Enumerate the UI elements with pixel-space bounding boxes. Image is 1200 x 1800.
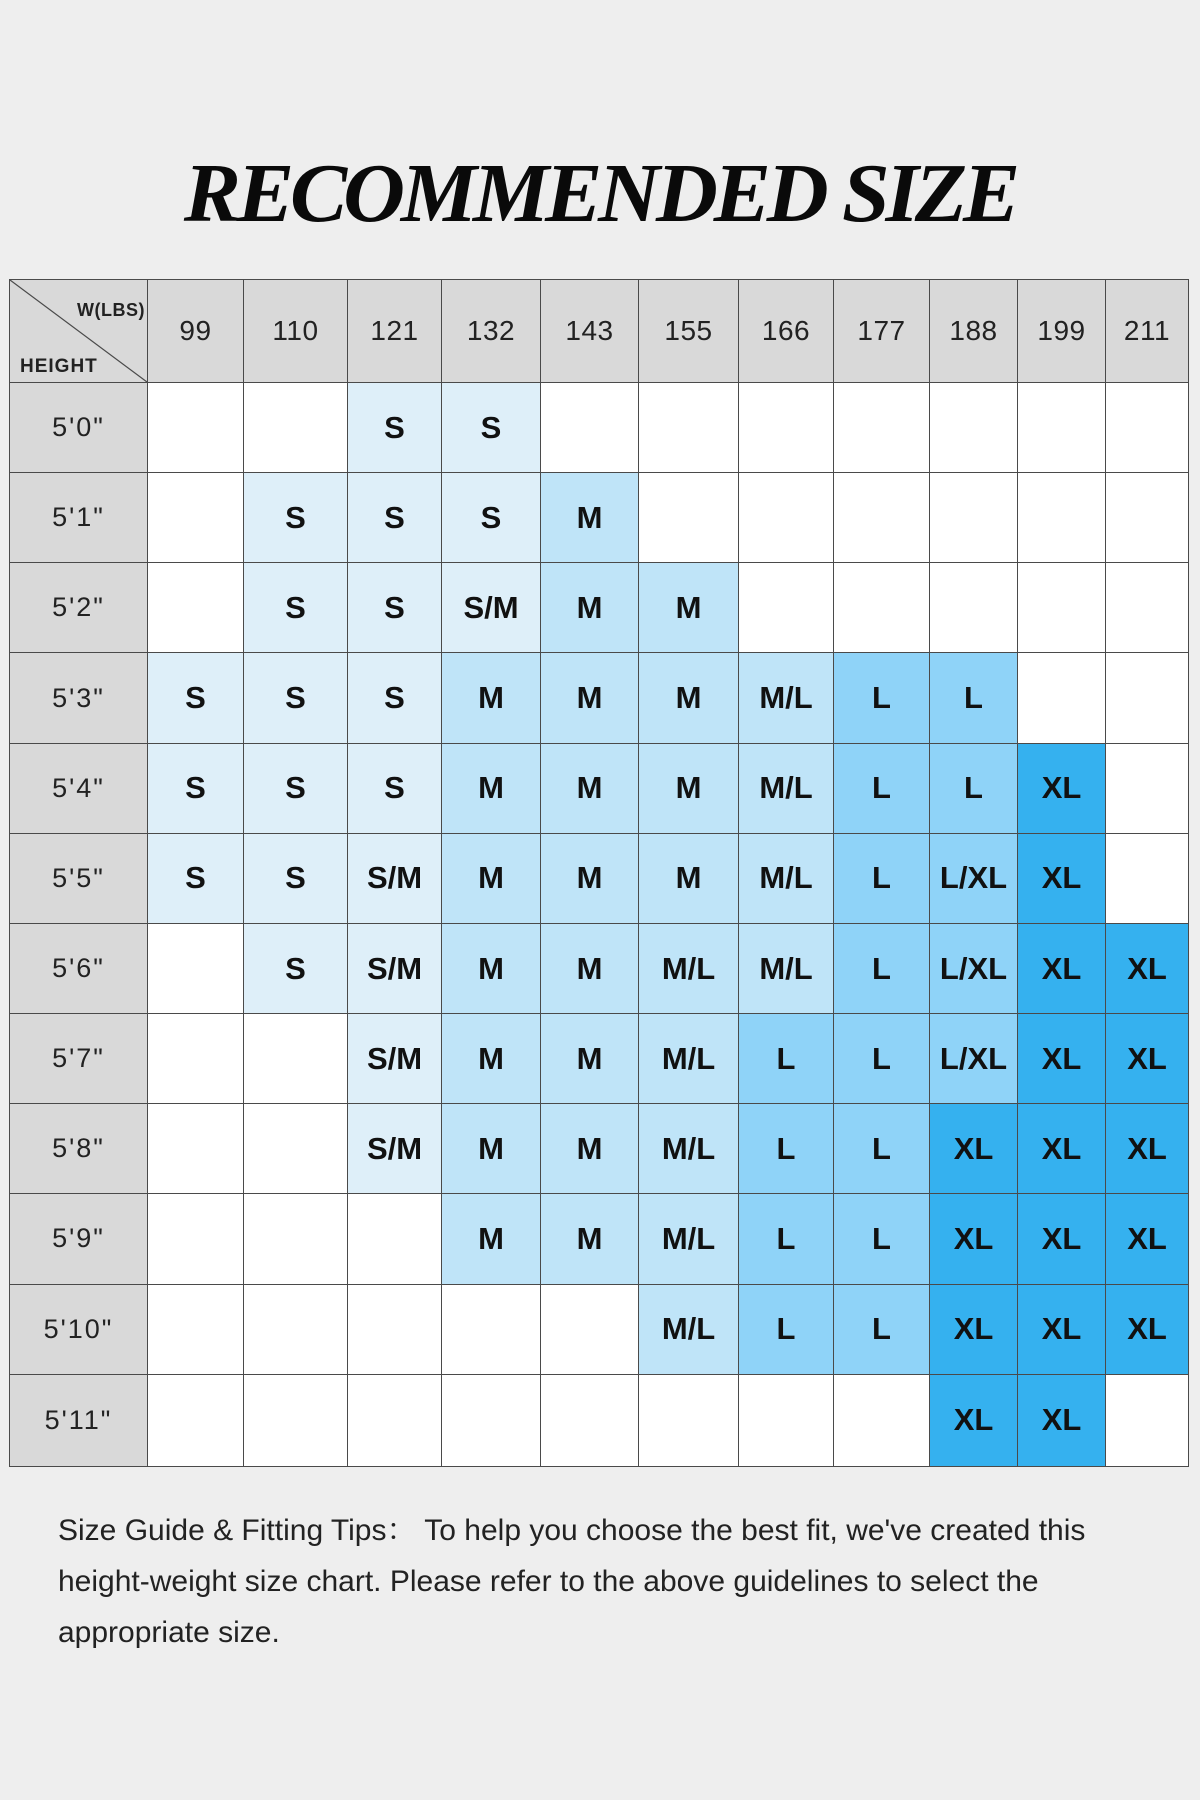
weight-header-cell: 188 [930, 280, 1018, 383]
size-row [10, 1104, 1189, 1194]
size-cell: S [244, 653, 348, 743]
size-cell [1018, 383, 1106, 473]
size-cell: XL [1018, 1104, 1106, 1194]
size-cell [148, 1284, 244, 1374]
size-cell: S [244, 833, 348, 923]
size-cell [148, 1104, 244, 1194]
weight-header-cell: 132 [442, 280, 541, 383]
size-cell [148, 473, 244, 563]
size-cell [244, 1194, 348, 1284]
size-row [10, 383, 1189, 473]
weight-header-cell: 110 [244, 280, 348, 383]
size-cell [1106, 563, 1189, 653]
size-cell: M/L [739, 833, 834, 923]
size-row [10, 833, 1189, 923]
size-cell: XL [1018, 743, 1106, 833]
size-cell [148, 1374, 244, 1466]
size-cell: M [442, 653, 541, 743]
size-cell: L [834, 1284, 930, 1374]
size-cell [541, 383, 639, 473]
size-cell [1106, 833, 1189, 923]
size-cell: M [442, 1014, 541, 1104]
size-cell: M [541, 473, 639, 563]
size-cell: M [639, 833, 739, 923]
weight-header-cell: 143 [541, 280, 639, 383]
size-cell: M [541, 1104, 639, 1194]
size-cell: M [541, 923, 639, 1013]
weight-header-row [10, 280, 1189, 383]
size-row [10, 563, 1189, 653]
size-cell [739, 473, 834, 563]
size-cell [541, 1374, 639, 1466]
size-cell [1106, 653, 1189, 743]
size-cell: L [834, 743, 930, 833]
size-cell: M [541, 563, 639, 653]
size-cell [1018, 653, 1106, 743]
height-header-cell: 5'3" [10, 653, 148, 743]
weight-header-cell: 211 [1106, 280, 1189, 383]
weight-header-cell: 199 [1018, 280, 1106, 383]
size-guide-tips: Size Guide & Fitting Tips： To help you choose the best fit, we've created this height-weight size chart. Please refer to the above guidelines to select the appropriate size. [58, 1514, 1086, 1649]
size-cell: L [834, 833, 930, 923]
size-cell: S [244, 923, 348, 1013]
size-cell: S [348, 383, 442, 473]
size-cell: S [442, 473, 541, 563]
size-cell [1018, 563, 1106, 653]
height-header-cell: 5'11" [10, 1374, 148, 1466]
weight-header-cell: 121 [348, 280, 442, 383]
size-cell [639, 383, 739, 473]
size-cell: XL [930, 1104, 1018, 1194]
size-cell: XL [1106, 1104, 1189, 1194]
size-cell: S [244, 473, 348, 563]
size-cell: M [541, 833, 639, 923]
size-chart-table [9, 279, 1189, 1467]
size-cell: M [541, 653, 639, 743]
size-cell: S [348, 563, 442, 653]
size-cell [148, 563, 244, 653]
size-cell: M [541, 743, 639, 833]
size-cell: XL [1018, 1014, 1106, 1104]
size-cell [834, 563, 930, 653]
size-cell: M/L [639, 1014, 739, 1104]
size-cell: S [148, 743, 244, 833]
size-cell: L [834, 653, 930, 743]
size-cell: S [244, 563, 348, 653]
size-cell: L [739, 1284, 834, 1374]
size-cell: L [834, 1014, 930, 1104]
size-cell: S [348, 653, 442, 743]
size-cell [541, 1284, 639, 1374]
size-cell: XL [1018, 923, 1106, 1013]
size-cell: S [348, 743, 442, 833]
size-row [10, 473, 1189, 563]
size-cell: L [739, 1014, 834, 1104]
size-cell: L [834, 1194, 930, 1284]
height-header-cell: 5'10" [10, 1284, 148, 1374]
height-header-cell: 5'5" [10, 833, 148, 923]
size-cell: M/L [739, 743, 834, 833]
size-cell: M/L [639, 1284, 739, 1374]
size-cell: M/L [639, 1194, 739, 1284]
size-cell: M [541, 1014, 639, 1104]
size-cell: XL [1106, 1194, 1189, 1284]
size-cell: XL [1106, 1284, 1189, 1374]
size-cell: L [739, 1194, 834, 1284]
size-cell: M [442, 743, 541, 833]
size-cell: S [244, 743, 348, 833]
size-row [10, 1014, 1189, 1104]
size-cell: L [930, 743, 1018, 833]
size-cell [834, 473, 930, 563]
size-cell [739, 1374, 834, 1466]
size-row [10, 653, 1189, 743]
size-cell: M/L [639, 923, 739, 1013]
size-cell: XL [1018, 1374, 1106, 1466]
size-cell: S/M [348, 1014, 442, 1104]
height-header-cell: 5'9" [10, 1194, 148, 1284]
size-cell: L [834, 1104, 930, 1194]
size-cell: XL [930, 1374, 1018, 1466]
size-cell: L [834, 923, 930, 1013]
size-cell: XL [1018, 1194, 1106, 1284]
weight-header-cell: 177 [834, 280, 930, 383]
size-cell: L [739, 1104, 834, 1194]
size-cell: L/XL [930, 833, 1018, 923]
size-cell [739, 563, 834, 653]
size-cell [930, 563, 1018, 653]
weight-header-cell: 166 [739, 280, 834, 383]
size-cell [1106, 383, 1189, 473]
height-header-cell: 5'0" [10, 383, 148, 473]
size-row [10, 1284, 1189, 1374]
size-cell: XL [1018, 833, 1106, 923]
size-cell [442, 1374, 541, 1466]
size-cell [244, 383, 348, 473]
size-cell [148, 383, 244, 473]
weight-axis-label: W(LBS) [77, 300, 145, 320]
weight-header-cell: 155 [639, 280, 739, 383]
size-cell [739, 383, 834, 473]
height-header-cell: 5'8" [10, 1104, 148, 1194]
size-cell [348, 1284, 442, 1374]
size-cell [639, 473, 739, 563]
size-cell [834, 1374, 930, 1466]
size-cell: S [148, 833, 244, 923]
size-cell: S/M [442, 563, 541, 653]
size-cell: M [442, 1104, 541, 1194]
size-cell: XL [1106, 923, 1189, 1013]
size-cell: S [348, 473, 442, 563]
size-cell: M [639, 743, 739, 833]
size-cell: M [442, 833, 541, 923]
weight-header-cell: 99 [148, 280, 244, 383]
size-cell [244, 1284, 348, 1374]
page-title: RECOMMENDED SIZE [183, 147, 1017, 240]
size-cell [1106, 743, 1189, 833]
height-header-cell: 5'4" [10, 743, 148, 833]
size-cell [148, 1194, 244, 1284]
size-cell: M [442, 923, 541, 1013]
size-cell [1018, 473, 1106, 563]
size-cell [148, 1014, 244, 1104]
height-header-cell: 5'7" [10, 1014, 148, 1104]
size-row [10, 743, 1189, 833]
size-cell: M [639, 563, 739, 653]
size-cell [244, 1014, 348, 1104]
size-cell: M/L [639, 1104, 739, 1194]
size-cell [148, 923, 244, 1013]
size-row [10, 1194, 1189, 1284]
size-cell: XL [930, 1284, 1018, 1374]
size-cell [1106, 1374, 1189, 1466]
size-cell: S/M [348, 833, 442, 923]
size-cell [348, 1374, 442, 1466]
size-row [10, 1374, 1189, 1466]
height-header-cell: 5'2" [10, 563, 148, 653]
size-cell: M [541, 1194, 639, 1284]
size-cell [348, 1194, 442, 1284]
size-cell: M/L [739, 923, 834, 1013]
height-axis-label: HEIGHT [20, 356, 98, 377]
size-cell: XL [930, 1194, 1018, 1284]
size-cell: M [639, 653, 739, 743]
size-cell [442, 1284, 541, 1374]
size-cell: L [930, 653, 1018, 743]
height-header-cell: 5'1" [10, 473, 148, 563]
size-cell [930, 383, 1018, 473]
size-cell [834, 383, 930, 473]
size-cell: M [442, 1194, 541, 1284]
size-cell [244, 1374, 348, 1466]
size-cell [244, 1104, 348, 1194]
size-cell [1106, 473, 1189, 563]
height-header-cell: 5'6" [10, 923, 148, 1013]
size-cell: XL [1106, 1014, 1189, 1104]
size-cell [930, 473, 1018, 563]
size-cell: M/L [739, 653, 834, 743]
size-cell: S/M [348, 1104, 442, 1194]
size-row [10, 923, 1189, 1013]
size-cell: L/XL [930, 923, 1018, 1013]
size-cell [639, 1374, 739, 1466]
size-cell: XL [1018, 1284, 1106, 1374]
size-cell: L/XL [930, 1014, 1018, 1104]
size-cell: S/M [348, 923, 442, 1013]
corner-header [10, 280, 148, 383]
size-cell: S [148, 653, 244, 743]
size-cell: S [442, 383, 541, 473]
